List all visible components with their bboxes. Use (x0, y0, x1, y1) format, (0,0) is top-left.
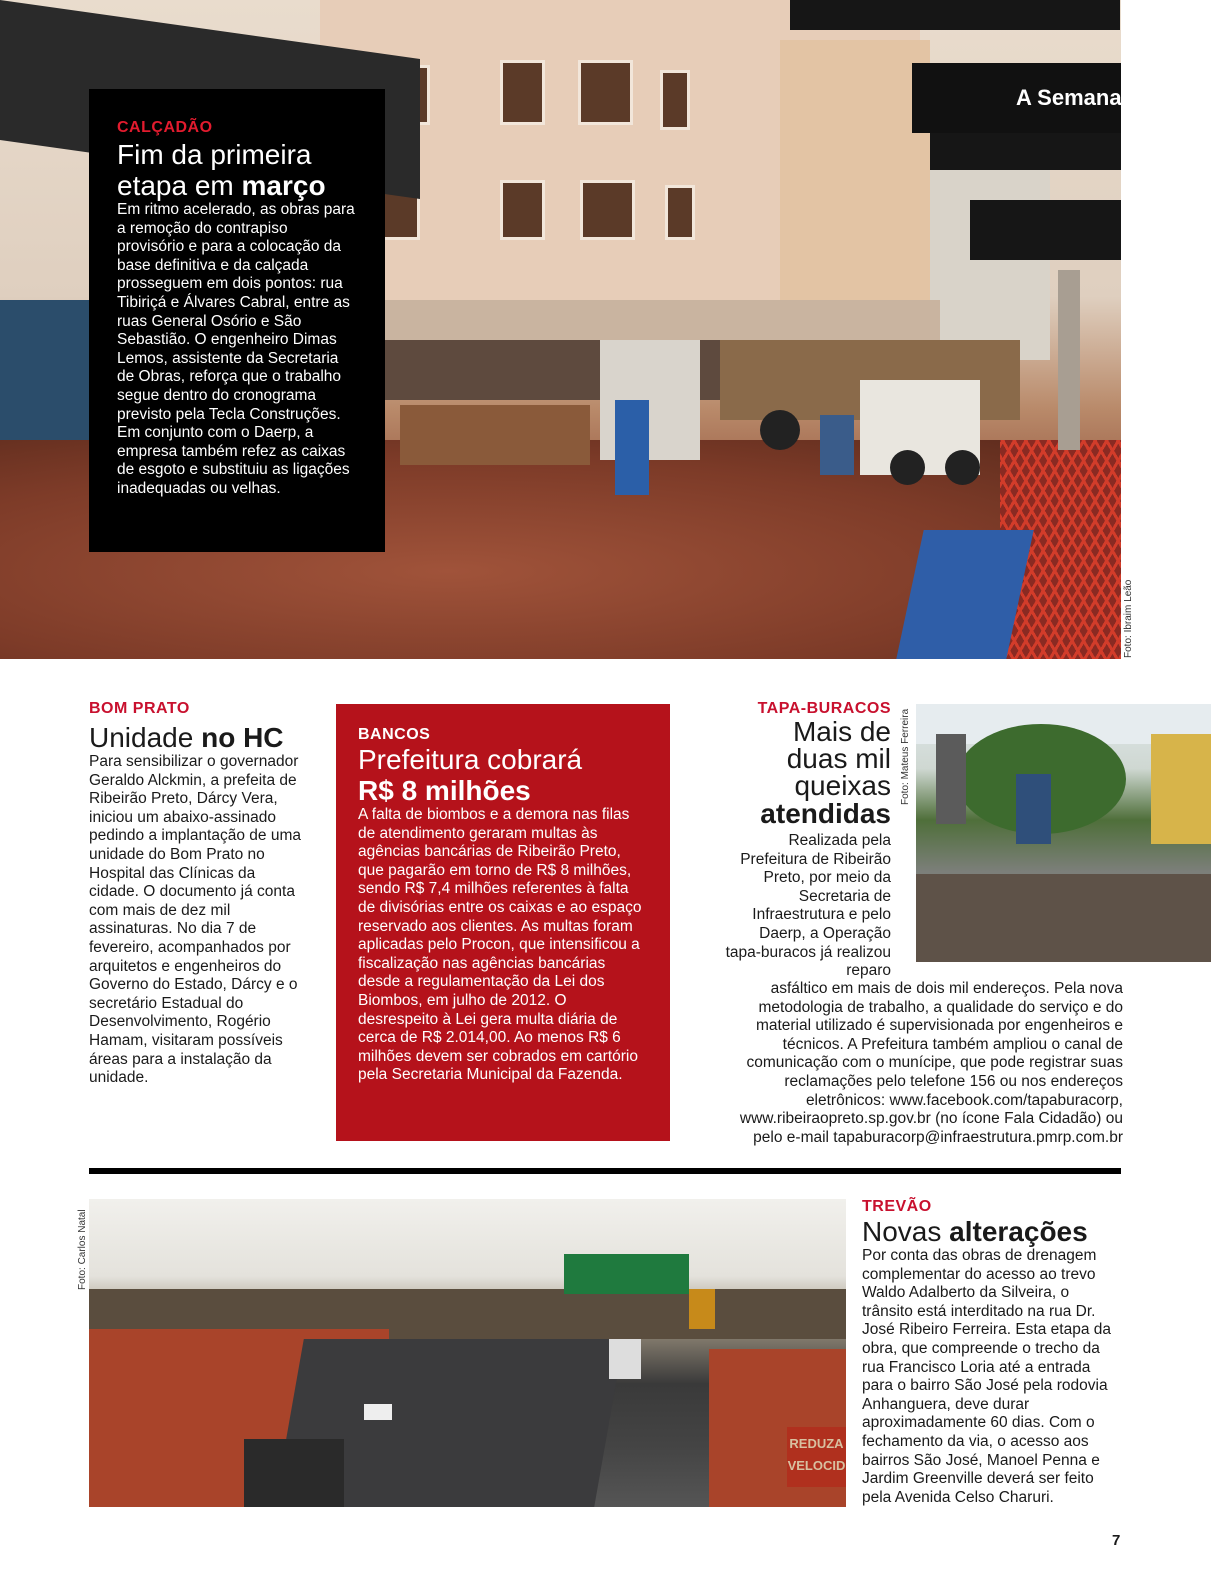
shop-sign-band (320, 300, 940, 340)
article-headline (117, 139, 358, 201)
article-body-part2: asfáltico em mais de dois mil endereços. Pela nova metodologia de trabalho, a qualidade do serviço e do material utilizado é supervisionada por engenheiros e técnicos. A Prefeitura também ampliou o canal de comunicação com o munícipe, que pode registrar suas reclamações pelo telefone 156 ou nos endereços eletrônicos: www.facebook.com/tapaburacorp, www.ribeiraopreto.sp.gov.br (no ícone Fala Cidadão) ou pelo e-mail tapaburacorp@infraestrutura.pmrp.com.br (739, 980, 1123, 1146)
green-road-sign (564, 1254, 689, 1294)
article-headline-bold: R$ 8 milhões (358, 775, 531, 806)
window (660, 70, 690, 130)
article-kicker: BANCOS (358, 726, 431, 743)
sign-text: REDUZA (789, 1436, 844, 1451)
article-body: Por conta das obras de drenagem complementar do acesso ao trevo Waldo Adalberto da Silveira, o trânsito está interditado na rua Dr. José Ribeiro Ferreira. Esta etapa da obra, que compreende o trecho da rua Francisco Loria até a entrada para o bairro São José pela rodovia Anhanguera, deve durar aproximadamente 60 dias. Com o fechamento da via, o acesso aos bairros São José, Manoel Penna e Jardim Greenville deverá ser feito pela Avenida Celso Charuri. (862, 1247, 1111, 1506)
article-body: Em ritmo acelerado, as obras para a remoção do contrapiso provisório e para a colocação da base definitiva e da calçada prosseguem em dois pontos: rua Tibiriçá e Álvares Cabral, entre as ruas General Osório e São Sebastião. O engenheiro Dimas Lemos, assistente da Secretaria de Obras, reforça que o trabalho segue dentro do cronograma previsto pela Tecla Construções. Em conjunto com o Daerp, a empresa também refez as caixas de esgoto e substituiu as ligações inadequadas ou velhas. (117, 201, 355, 497)
worker (615, 400, 649, 495)
loader-wheel (945, 450, 980, 485)
bom-prato-article (89, 700, 304, 1088)
sign-text: VELOCID (787, 1458, 846, 1473)
right-awning (790, 0, 1120, 30)
worker (820, 415, 854, 475)
photo-credit: Foto: Ibraim Leão (1123, 579, 1134, 658)
article-headline (862, 1216, 1122, 1247)
highway-photo (89, 1199, 846, 1507)
worker (936, 734, 966, 824)
article-kicker: TAPA-BURACOS (757, 700, 891, 717)
sign-back (244, 1439, 344, 1507)
article-headline (89, 722, 304, 753)
article-kicker: BOM PRATO (89, 700, 190, 717)
right-awning (930, 130, 1121, 170)
article-headline-plain: Prefeitura cobrará (358, 744, 583, 775)
article-headline-plain: Mais de duas mil queixas (786, 716, 891, 801)
photo-credit: Foto: Carlos Natal (77, 1209, 88, 1290)
asphalt (916, 874, 1211, 962)
speed-sign (787, 1427, 846, 1487)
article-body: A falta de biombos e a demora nas filas de atendimento geraram multas às agências bancárias de Ribeirão Preto, que pagarão em torno de R$ 8 milhões, sendo R$ 7,4 milhões referentes à falta de divisórias entre os caixas e ao espaço reservado aos clientes. As multas foram aplicadas pelo Procon, que intensificou a fiscalização nas agências bancárias desde a regulamentação da Lei dos Biombos, em julho de 2012. O desrespeito à Lei gera multa diária de cerca de R$ 2.014,00. Ao menos R$ 6 milhões devem ser cobrados em cartório pela Secretaria Municipal da Fazenda. (358, 806, 642, 1084)
article-body-part1: Realizada pela Prefeitura de Ribeirão Preto, por meio da Secretaria de Infraestrutura e pelo Daerp, a Operação tapa-buracos já realizou reparo (725, 832, 891, 980)
calcadao-article (89, 89, 385, 552)
headline-bold: alterações (949, 1216, 1088, 1247)
headline-bold: março (241, 170, 326, 201)
trevao-article (862, 1198, 1122, 1507)
window (665, 185, 695, 240)
article-kicker: TREVÃO (862, 1198, 932, 1215)
section-tag: A Semana (912, 63, 1121, 133)
article-headline-bold: atendidas (760, 798, 891, 829)
building (1151, 734, 1211, 844)
window (578, 60, 633, 125)
window (500, 60, 545, 125)
window (580, 180, 635, 240)
headline-plain: Fim da primeira etapa em (117, 139, 312, 201)
bancos-article (336, 704, 670, 1141)
tapa-buracos-header (725, 700, 891, 828)
truck-wheel (760, 410, 800, 450)
construction-barrier (400, 405, 590, 465)
truck (609, 1339, 641, 1379)
headline-bold: no HC (201, 722, 284, 753)
yellow-sign (689, 1289, 715, 1329)
headline-plain: Unidade (89, 722, 202, 753)
right-awning (970, 200, 1121, 260)
headline-plain: Novas (862, 1216, 950, 1247)
car (364, 1404, 392, 1420)
article-body: Para sensibilizar o governador Geraldo Alckmin, a prefeita de Ribeirão Preto, Dárcy Vera, iniciou um abaixo-assinado pedindo a implantação de uma unidade do Bom Prato no Hospital das Clínicas da cidade. O documento já conta com mais de dez mil assinaturas. No dia 7 de fevereiro, acompanhados por arquitetos e engenheiros do Governo do Estado, Dárcy e o secretário Estadual do Desenvolvimento, Rogério Hamam, visitaram possíveis áreas para a instalação da unidade. (89, 753, 301, 1087)
tapa-buracos-photo (916, 704, 1211, 962)
pole (1058, 270, 1080, 450)
worker (1016, 774, 1051, 844)
photo-credit: Foto: Mateus Ferreira (900, 708, 911, 805)
page-number: 7 (1112, 1532, 1121, 1549)
section-divider (89, 1168, 1121, 1174)
loader-wheel (890, 450, 925, 485)
window (500, 180, 545, 240)
article-kicker: CALÇADÃO (117, 119, 213, 136)
